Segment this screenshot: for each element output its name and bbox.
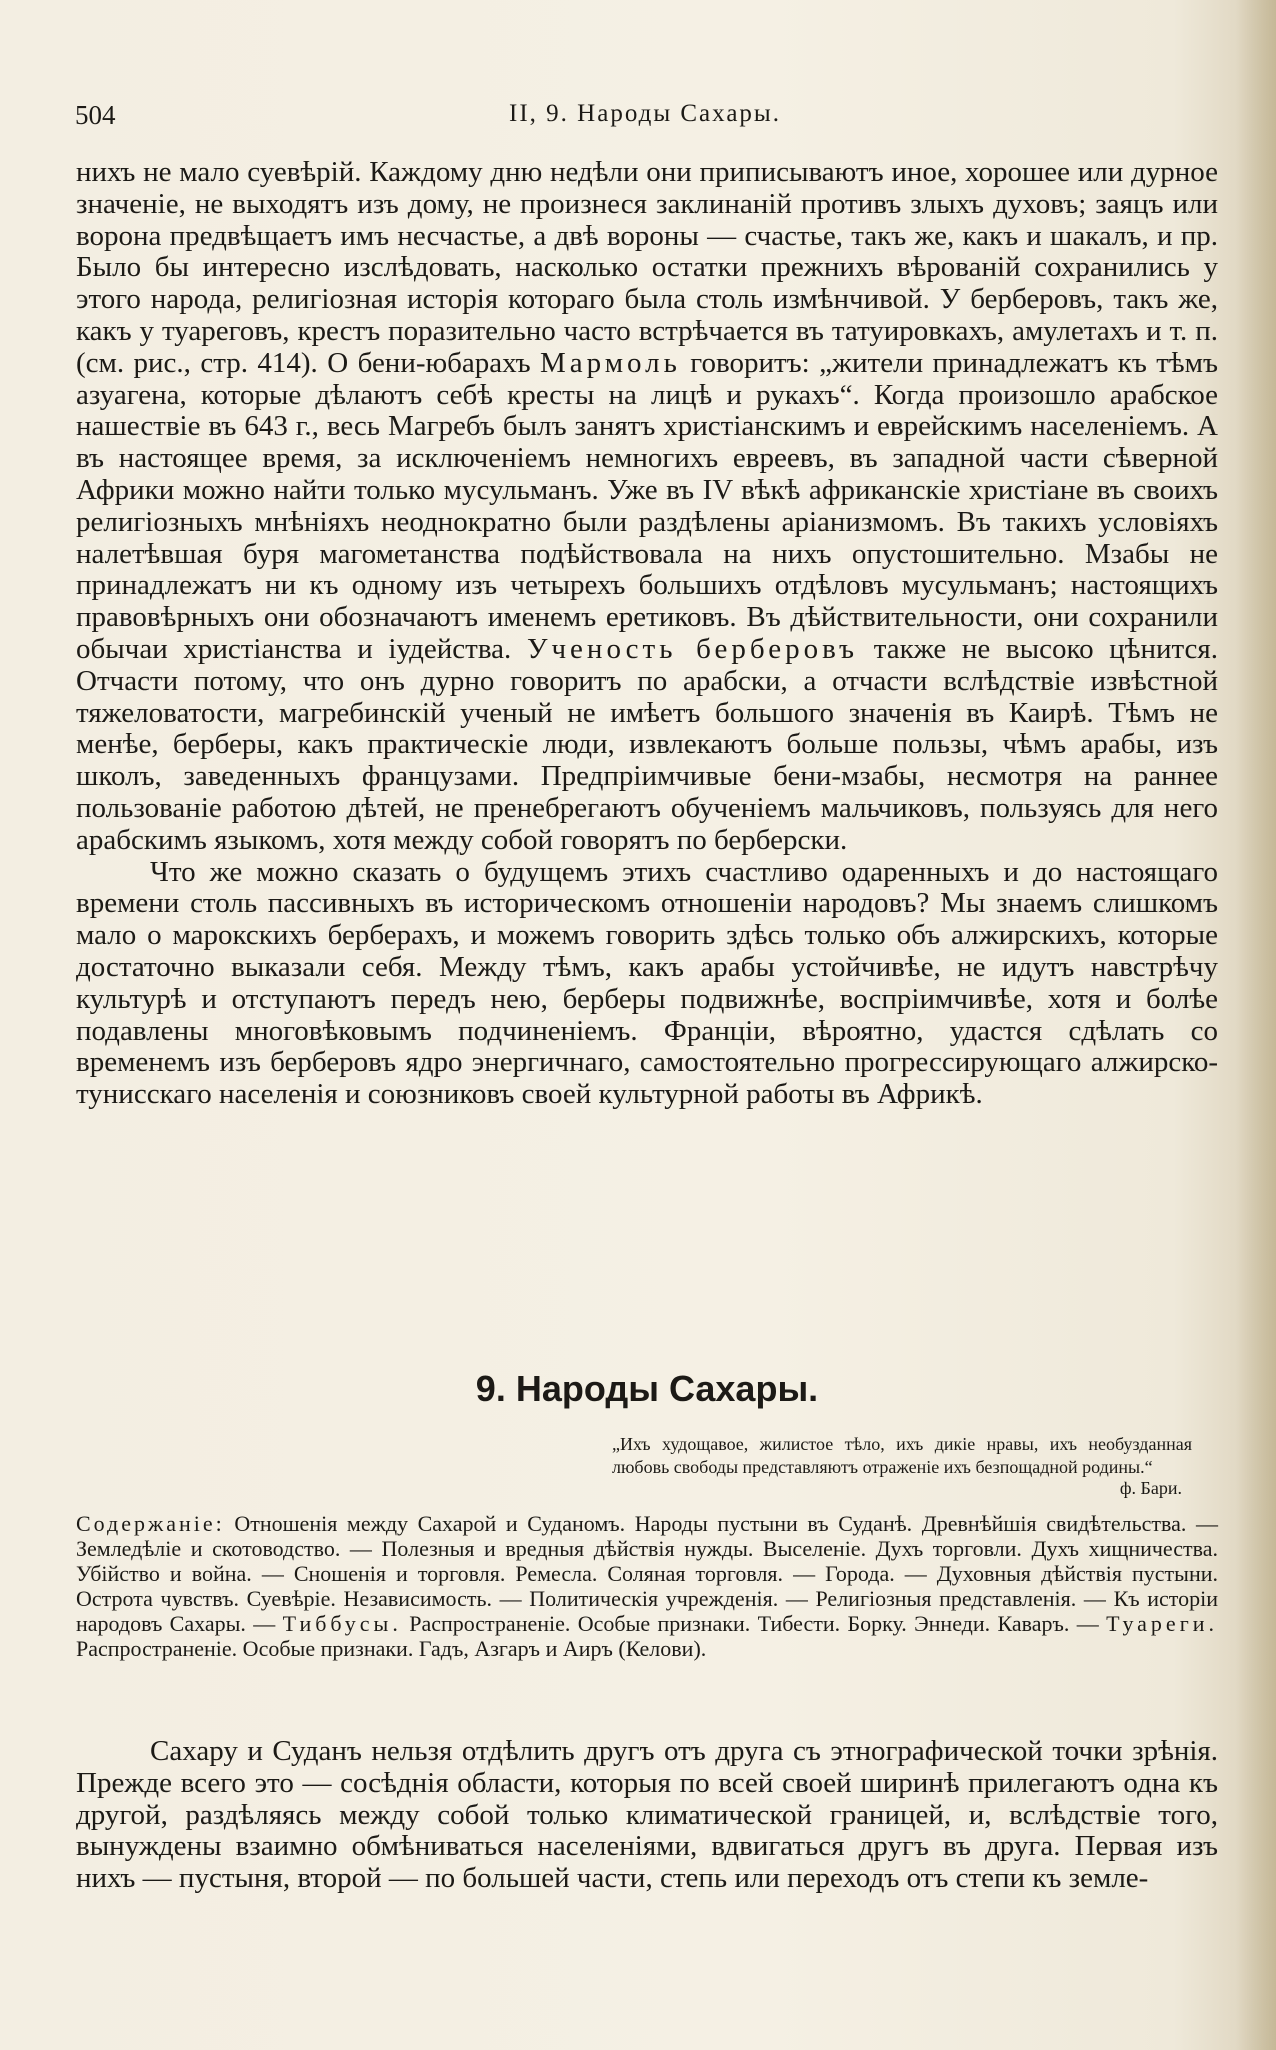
epigraph-text: „Ихъ худощавое, жилистое тѣло, ихъ дикіе нравы, ихъ необузданная любовь свободы представляютъ отраженіе ихъ безпощадной родины.“ (612, 1434, 1192, 1477)
contents-tuaregi: Туареги. (1106, 1611, 1218, 1636)
paragraph-1-end: также не высоко цѣнится. Отчасти потому, что онъ дурно говоритъ по арабски, а отчасти вслѣдствіе извѣстной тяжеловатости, магребинскій ученый не имѣетъ большого значенія въ Каирѣ. Тѣмъ не менѣе, берберы, какъ практическіе люди, извлекаютъ больше пользы, чѣмъ арабы, изъ школъ, заведенныхъ французами. Предпріимчивые бени-мзабы, несмотря на раннее пользованіе работою дѣтей, не пренебрегаютъ обученіемъ мальчиковъ, пользуясь для него арабскимъ языкомъ, хотя между собой говорятъ по берберски. (76, 632, 1219, 856)
page-number: 504 (75, 100, 116, 130)
paragraph-1-text: нихъ не мало суевѣрій. Каждому дню недѣли они приписываютъ иное, хорошее или дурное значеніе, не выходятъ изъ дому, не произнеся заклинаній противъ злыхъ духовъ; заяцъ или ворона предвѣщаетъ имъ несчастье, а двѣ вороны — счастье, такъ же, какъ и шакалъ, и пр. Было бы интересно изслѣдовать, насколько остатки прежнихъ вѣрованій сохранились у этого народа, религіозная исторія котораго была столь измѣнчивой. У берберовъ, такъ же, какъ у туареговъ, крестъ поразительно часто встрѣчается въ татуировкахъ, амулетахъ и т. п. (см. рис., стр. 414). О бени-юбарахъ (76, 156, 1218, 379)
body-text (76, 157, 1218, 1111)
paragraph-3: Сахару и Суданъ нельзя отдѣлить другъ отъ друга съ этнографической точки зрѣнія. Прежде всего это — сосѣднія области, которыя по всей своей ширинѣ прилегаютъ одна къ другой, раздѣляясь между собой только климатической границей, и, вслѣдствіе того, вынуждены взаимно обмѣниваться населеніями, вдвигаться другъ въ друга. Первая изъ нихъ — пустыня, второй — по большей части, степь или переходъ отъ степи къ земле- (76, 1735, 1218, 1895)
contents-label: Содержаніе: (76, 1511, 225, 1536)
chapter-title: 9. Народы Сахары. (475, 1368, 819, 1409)
contents-part-3: Распространеніе. Особые признаки. Гадъ, Азгаръ и Аиръ (Келови). (76, 1636, 707, 1661)
page-edge-shadow (1236, 0, 1276, 2050)
contents-part-2: Распространеніе. Особые признаки. Тибести. Борку. Эннеди. Каваръ. — (409, 1611, 1099, 1636)
epigraph (612, 1433, 1192, 1500)
paragraph-2: Что же можно сказать о будущемъ этихъ счастливо одаренныхъ и до настоящаго времени столь пассивныхъ въ историческомъ отношеніи народовъ? Мы знаемъ слишкомъ мало о марокскихъ берберахъ, и можемъ говорить здѣсь только объ алжирскихъ, которые достаточно выказали себя. Между тѣмъ, какъ арабы устойчивѣе, не идутъ навстрѣчу культурѣ и отступаютъ передъ нею, берберы подвижнѣе, воспріимчивѣе, хотя и болѣе подавлены многовѣковымъ подчиненіемъ. Франціи, вѣроятно, удастся сдѣлать со временемъ изъ берберовъ ядро энергичнаго, самостоятельно прогрессирующаго алжирско-тунисскаго населенія и союзниковъ своей культурной работы въ Африкѣ. (76, 855, 1218, 1111)
running-title: II, 9. Народы Сахары. (509, 100, 781, 127)
running-header (75, 100, 1215, 140)
author-name-marmol: Мармоль (539, 346, 681, 379)
epigraph-author: ф. Бари. (1119, 1478, 1182, 1498)
contents-tibbu: Тиббусы. (282, 1611, 402, 1636)
paragraph-1-cont: говоритъ: „жители принадлежатъ къ тѣмъ азуагена, которые дѣлаютъ себѣ кресты на лицѣ и рукахъ“. Когда произошло арабское нашествіе въ 643 г., весь Магребъ былъ занятъ христіанскимъ и еврейскимъ населеніемъ. А въ настоящее время, за исключеніемъ немногихъ евреевъ, въ западной части сѣверной Африки можно найти только мусульманъ. Уже въ IV вѣкѣ африканскіе христіане въ своихъ религіозныхъ мнѣніяхъ неоднократно были раздѣлены аріанизмомъ. Въ такихъ условіяхъ налетѣвшая буря магометанства подѣйствовала на нихъ опустошительно. Мзабы не принадлежатъ ни къ одному изъ четырехъ большихъ отдѣловъ мусульманъ; настоящихъ правовѣрныхъ они обозначаютъ именемъ еретиковъ. Въ дѣйствительности, они сохранили обычаи христіанства и іудейства. (76, 346, 1219, 665)
emphasis-uchenost: Ученость берберовъ (526, 632, 859, 665)
paragraph-1 (76, 157, 1218, 857)
contents-part-1: Отношенія между Сахарой и Суданомъ. Народы пустыни въ Суданѣ. Древнѣйшія свидѣтельства. — Земледѣліе и скотоводство. — Полезныя и вредныя дѣйствія нужды. Выселеніе. Духъ торговли. Духъ хищничества. Убійство и война. — Сношенія и торговля. Ремесла. Соляная торговля. — Города. — Духовныя дѣйствія пустыни. Острота чувствъ. Суевѣріе. Независимость. — Политическія учрежденія. — Религіозныя представленія. — Къ исторіи народовъ Сахары. — (76, 1511, 1218, 1636)
chapter-contents (76, 1511, 1218, 1661)
